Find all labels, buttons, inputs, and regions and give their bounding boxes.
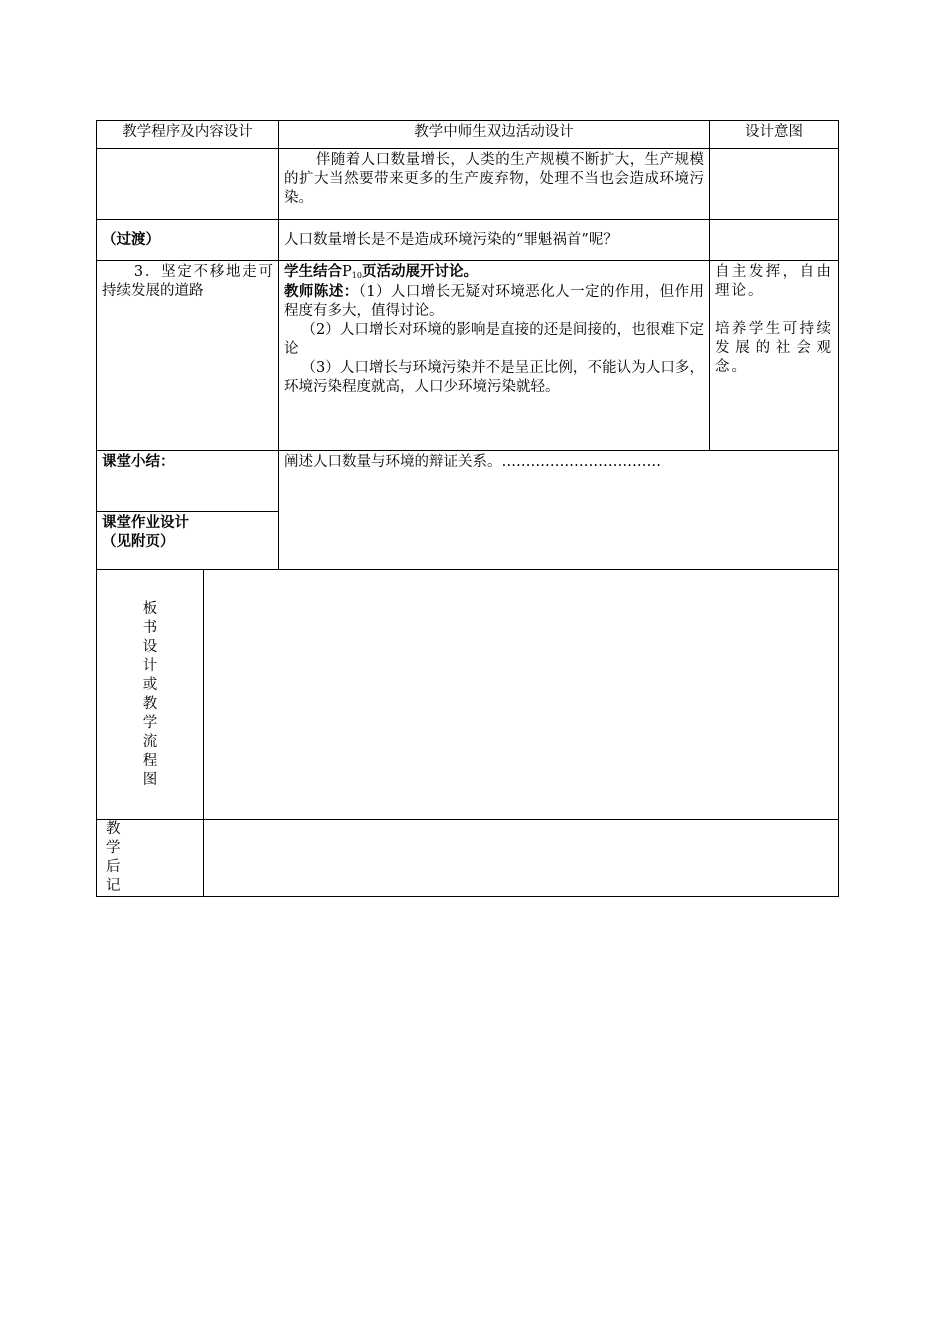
header-procedure: 教学程序及内容设计	[97, 121, 279, 149]
student-tail: 页活动展开讨论。	[361, 264, 478, 280]
reflection-label: 教学后记	[106, 821, 121, 894]
transition-label-cell	[97, 220, 279, 261]
board-design-label-cell	[97, 570, 204, 820]
homework-label-2: （见附页）	[102, 534, 175, 550]
sustainable-label: 3．坚定不移地走可持续发展的道路	[102, 264, 273, 299]
transition-intent-empty	[710, 220, 839, 261]
header-row	[97, 121, 839, 149]
homework-label-cell	[97, 512, 279, 570]
student-lead: 学生结合	[284, 264, 342, 280]
activity-cell-1	[279, 149, 710, 220]
activity-text-1: 伴随着人口数量增长，人类的生产规模不断扩大，生产规模的扩大当然要带来更多的生产废弃物，处理不当也会造成环境污染。	[284, 152, 704, 206]
intent-spacer	[715, 301, 833, 320]
teacher-point-2: （2）人口增长对环境的影响是直接的还是间接的，也很难下定论	[284, 322, 704, 357]
sustainable-intent-cell	[710, 261, 839, 451]
board-design-content-cell	[204, 570, 839, 820]
homework-label-1: 课堂作业设计	[102, 515, 189, 531]
transition-label: （过渡）	[102, 231, 160, 248]
teacher-point-3: （3）人口增长与环境污染并不是呈正比例，不能认为人口多，环境污染程度就高，人口少环境污染就轻。	[284, 360, 704, 395]
summary-text: 阐述人口数量与环境的辩证关系。……………………………	[284, 454, 661, 470]
page-ref-main: P	[342, 264, 352, 280]
transition-question: 人口数量增长是不是造成环境污染的“罪魁祸首”呢？	[284, 231, 618, 248]
transition-text-cell	[279, 220, 710, 261]
sustainable-activity-cell	[279, 261, 710, 451]
reflection-label-cell	[97, 820, 204, 897]
board-design-label: 板书设计或教学流程图	[142, 600, 158, 788]
lesson-plan-table	[96, 120, 839, 897]
reflection-content-cell	[204, 820, 839, 897]
summary-row	[97, 451, 839, 512]
teacher-label: 教师陈述：	[284, 284, 359, 300]
summary-text-cell	[279, 451, 839, 570]
page-ref	[342, 264, 362, 280]
intent-text-2: 培养学生可持续发展的社会观念。	[715, 321, 833, 375]
header-intent: 设计意图	[710, 121, 839, 149]
student-discussion-line	[284, 263, 704, 283]
teacher-point-1: （1）人口增长无疑对环境恶化人一定的作用，但作用程度有多大，值得讨论。	[284, 284, 704, 319]
sustainable-row	[97, 261, 839, 451]
summary-label: 课堂小结：	[102, 454, 175, 470]
reflection-row	[97, 820, 839, 897]
intent-text-1: 自主发挥，自由理论。	[715, 264, 833, 299]
sustainable-label-cell	[97, 261, 279, 451]
teacher-point-1-line	[284, 283, 704, 321]
header-activity: 教学中师生双边活动设计	[279, 121, 710, 149]
board-design-row	[97, 570, 839, 820]
content-row-1	[97, 149, 839, 220]
procedure-cell-empty	[97, 149, 279, 220]
transition-row	[97, 220, 839, 261]
page-ref-sub: 10	[351, 271, 362, 280]
summary-label-cell	[97, 451, 279, 512]
intent-cell-empty	[710, 149, 839, 220]
